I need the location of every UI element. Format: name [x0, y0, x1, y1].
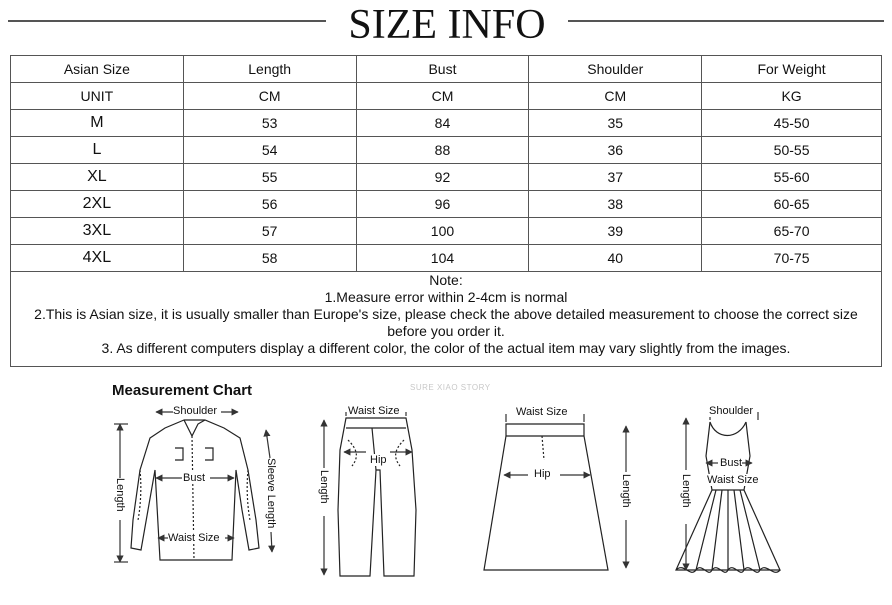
- note-line-2: 2.This is Asian size, it is usually smaller than Europe's size, please check the above detailed measurement to choose the correct size: [34, 306, 858, 322]
- pants-length-label: Length: [318, 470, 330, 504]
- table-cell: 100: [356, 218, 529, 245]
- table-cell: 54: [183, 137, 356, 164]
- table-cell: 96: [356, 191, 529, 218]
- skirt-length-label: Length: [620, 474, 632, 508]
- pants-drawing: [338, 418, 416, 576]
- unit-cell: UNIT: [11, 83, 184, 110]
- table-cell: 39: [529, 218, 702, 245]
- table-cell: 45-50: [702, 110, 882, 137]
- shirt-shoulder-label: Shoulder: [173, 405, 218, 417]
- table-cell: 35: [529, 110, 702, 137]
- table-cell: 37: [529, 164, 702, 191]
- watermark: SURE XIAO STORY: [410, 383, 491, 392]
- unit-cell: KG: [702, 83, 882, 110]
- unit-cell: CM: [356, 83, 529, 110]
- unit-cell: CM: [529, 83, 702, 110]
- note-heading: Note:: [429, 272, 463, 288]
- table-cell: 84: [356, 110, 529, 137]
- table-cell: 60-65: [702, 191, 882, 218]
- header-cell: Asian Size: [11, 56, 184, 83]
- size-cell: 2XL: [11, 191, 184, 218]
- size-cell: XL: [11, 164, 184, 191]
- table-cell: 36: [529, 137, 702, 164]
- skirt-drawing: [484, 424, 608, 570]
- shirt-length-label: Length: [114, 478, 126, 512]
- table-cell: 53: [183, 110, 356, 137]
- pants-waist-label: Waist Size: [348, 405, 400, 417]
- table-cell: 55-60: [702, 164, 882, 191]
- table-cell: 57: [183, 218, 356, 245]
- table-cell: 56: [183, 191, 356, 218]
- dress-shoulder-label: Shoulder: [709, 405, 754, 417]
- shirt-bust-label: Bust: [183, 472, 206, 484]
- page-title: SIZE INFO: [348, 2, 546, 48]
- header-cell: Length: [183, 56, 356, 83]
- dress-length-label: Length: [680, 474, 692, 508]
- note-line-2-continued: before you order it.: [387, 323, 505, 339]
- header-cell: For Weight: [702, 56, 882, 83]
- size-cell: M: [11, 110, 184, 137]
- size-cell: L: [11, 137, 184, 164]
- size-cell: 3XL: [11, 218, 184, 245]
- dress-waist-label: Waist Size: [707, 474, 759, 486]
- table-cell: 55: [183, 164, 356, 191]
- note-line-3: 3. As different computers display a different color, the color of the actual item may vary slightly from the images.: [101, 340, 791, 356]
- table-cell: 92: [356, 164, 529, 191]
- note-line-1: 1.Measure error within 2-4cm is normal: [324, 289, 568, 305]
- table-cell: 50-55: [702, 137, 882, 164]
- skirt-hip-label: Hip: [534, 468, 551, 480]
- header-cell: Bust: [356, 56, 529, 83]
- table-cell: 58: [183, 245, 356, 272]
- table-cell: 88: [356, 137, 529, 164]
- skirt-waist-label: Waist Size: [516, 406, 568, 418]
- dress-bust-label: Bust: [720, 457, 743, 469]
- header-cell: Shoulder: [529, 56, 702, 83]
- shirt-waist-label: Waist Size: [168, 532, 220, 544]
- measurement-chart-title: Measurement Chart: [112, 382, 253, 399]
- table-cell: 40: [529, 245, 702, 272]
- shirt-sleeve-label: Sleeve Length: [265, 458, 277, 529]
- table-cell: 70-75: [702, 245, 882, 272]
- pants-hip-label: Hip: [370, 454, 387, 466]
- table-cell: 65-70: [702, 218, 882, 245]
- size-cell: 4XL: [11, 245, 184, 272]
- unit-cell: CM: [183, 83, 356, 110]
- table-cell: 104: [356, 245, 529, 272]
- table-cell: 38: [529, 191, 702, 218]
